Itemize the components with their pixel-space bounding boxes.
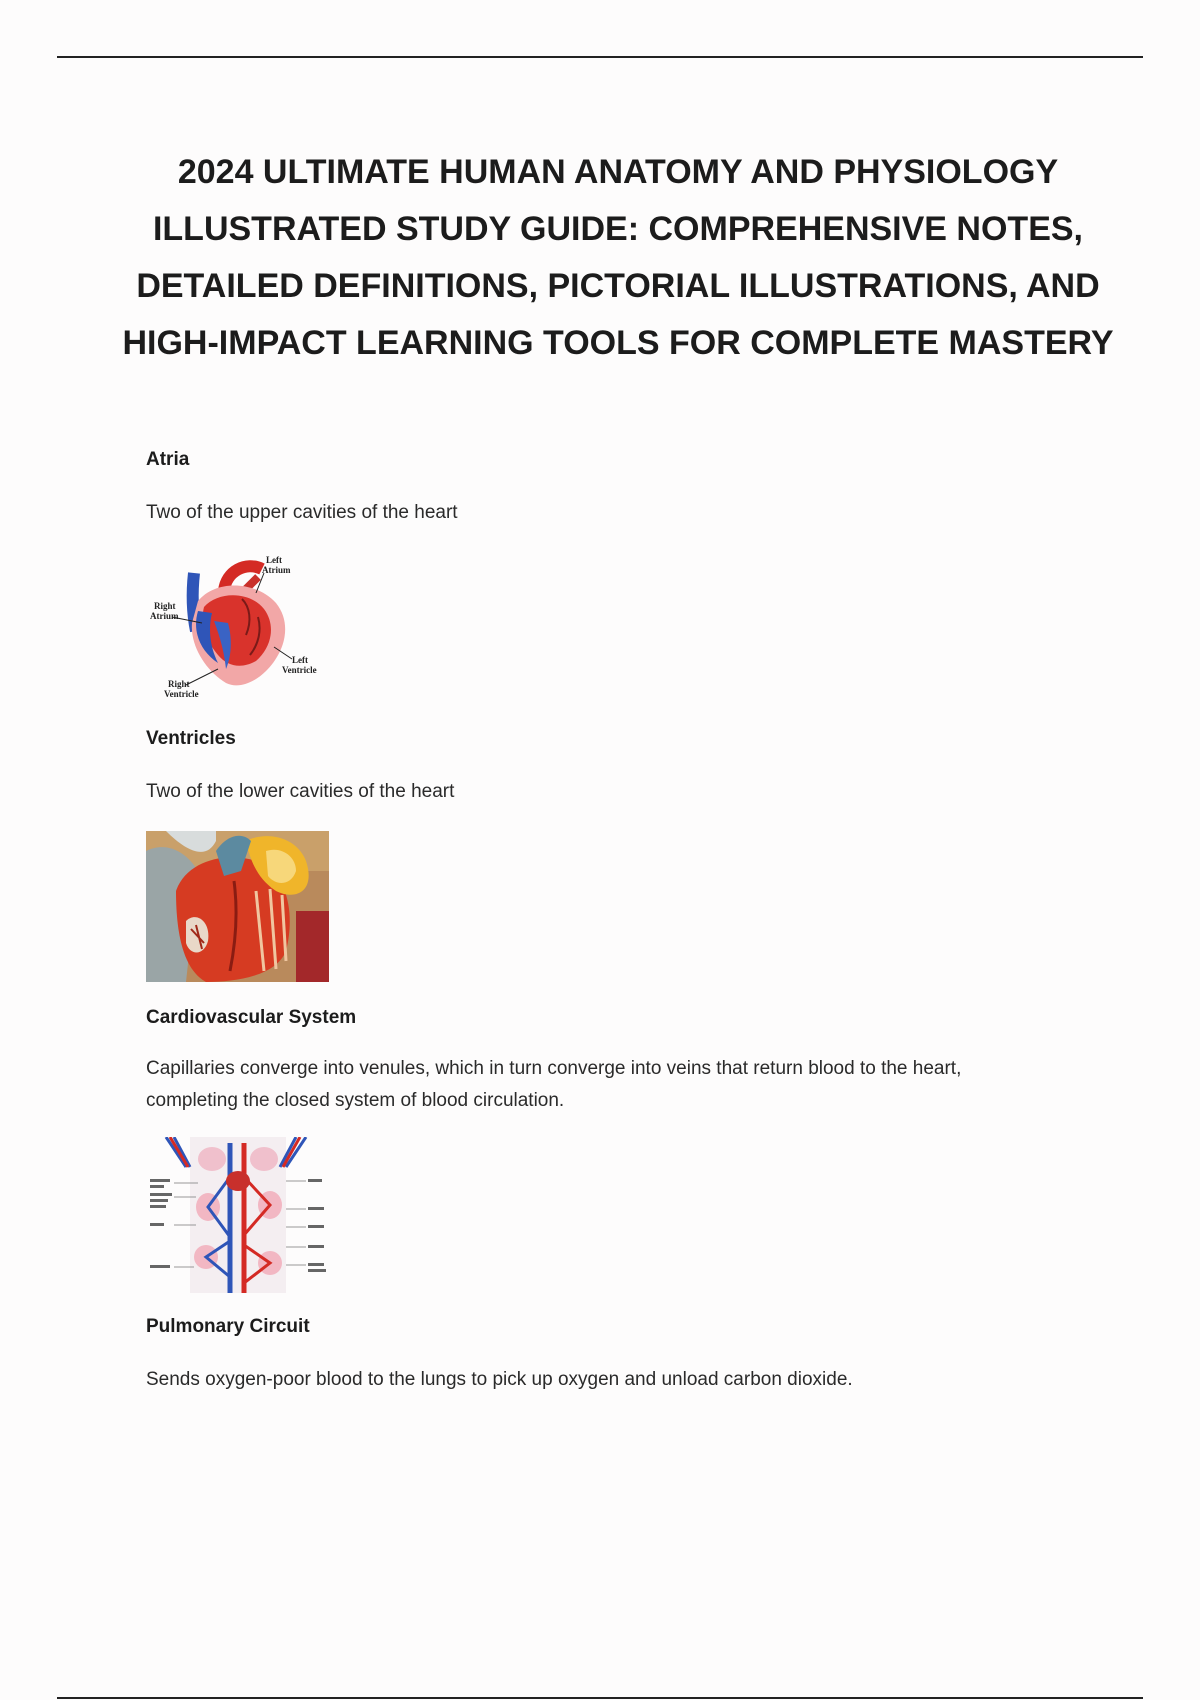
footer-rule [57, 1697, 1143, 1699]
term-ventricles: Ventricles [146, 728, 236, 749]
definition-pulmonary-circuit: Sends oxygen-poor blood to the lungs to pick up oxygen and unload carbon dioxide. [146, 1369, 853, 1390]
label-left-ventricle-2: Ventricle [282, 665, 317, 675]
document-title: 2024 ULTIMATE HUMAN ANATOMY AND PHYSIOLOGY ILLUSTRATED STUDY GUIDE: COMPREHENSIVE NOTES, DETAILED DEFINITIONS, PICTORIAL ILLUSTRATIONS, AND HIGH-IMPACT LEARNING TOOLS FOR COMPLETE MASTERY [122, 153, 1114, 362]
heart-diagram-icon [146, 551, 331, 706]
label-left-ventricle-1: Left [292, 655, 308, 665]
label-left-atrium-2: Atrium [262, 565, 291, 575]
heart-model-photo-icon [146, 831, 329, 982]
label-right-atrium-2: Atrium [150, 611, 179, 621]
label-left-atrium-1: Left [266, 555, 282, 565]
definition-cardiovascular-system: Capillaries converge into venules, which in turn converge into veins that return blood to the heart, completing the closed system of blood circulation. [146, 1058, 962, 1111]
definition-atria: Two of the upper cavities of the heart [146, 502, 458, 523]
term-atria: Atria [146, 449, 190, 470]
term-pulmonary-circuit: Pulmonary Circuit [146, 1316, 310, 1337]
term-cardiovascular-system: Cardiovascular System [146, 1007, 357, 1028]
definition-ventricles: Two of the lower cavities of the heart [146, 781, 455, 802]
label-right-atrium-1: Right [154, 601, 176, 611]
header-rule [57, 56, 1143, 58]
circulatory-system-diagram-icon [146, 1137, 326, 1293]
label-right-ventricle-1: Right [168, 679, 190, 689]
label-right-ventricle-2: Ventricle [164, 689, 199, 699]
